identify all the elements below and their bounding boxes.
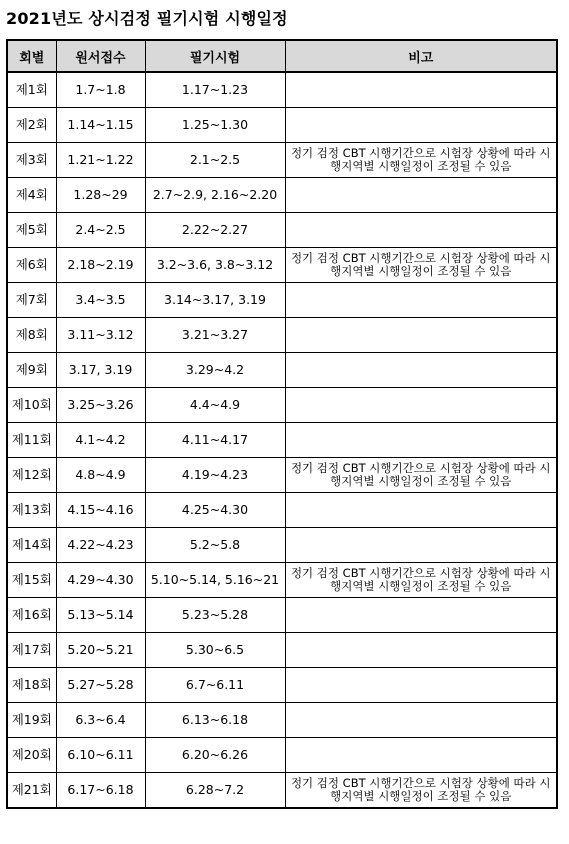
remarks-cell — [285, 388, 557, 423]
table-row — [7, 72, 557, 108]
remarks-cell — [285, 178, 557, 213]
remarks-cell — [285, 668, 557, 703]
table-row — [7, 738, 557, 773]
round-cell: 제18회 — [7, 668, 56, 703]
remarks-cell — [285, 703, 557, 738]
round-cell: 제11회 — [7, 423, 56, 458]
table-row — [7, 108, 557, 143]
application-period-cell: 4.8~4.9 — [56, 458, 145, 493]
application-period-cell: 6.3~6.4 — [56, 703, 145, 738]
table-row — [7, 143, 557, 178]
table-header-row — [7, 40, 557, 72]
remarks-cell: 정기 검정 CBT 시행기간으로 시험장 상황에 따라 시행지역별 시행일정이 조정될 수 있음 — [285, 458, 557, 493]
round-cell: 제10회 — [7, 388, 56, 423]
table-row — [7, 528, 557, 563]
exam-period-cell: 3.21~3.27 — [145, 318, 285, 353]
exam-period-cell: 2.22~2.27 — [145, 213, 285, 248]
remarks-cell: 정기 검정 CBT 시행기간으로 시험장 상황에 따라 시행지역별 시행일정이 조정될 수 있음 — [285, 773, 557, 809]
round-cell: 제1회 — [7, 72, 56, 108]
exam-period-cell: 4.25~4.30 — [145, 493, 285, 528]
remarks-cell — [285, 633, 557, 668]
schedule-table — [6, 39, 558, 809]
round-cell: 제3회 — [7, 143, 56, 178]
page-title: 2021년도 상시검정 필기시험 시행일정 — [6, 9, 288, 28]
header-application: 원서접수 — [56, 40, 145, 72]
header-remarks: 비고 — [285, 40, 557, 72]
exam-period-cell: 4.11~4.17 — [145, 423, 285, 458]
table-row — [7, 318, 557, 353]
table-row — [7, 248, 557, 283]
table-row — [7, 563, 557, 598]
header-round: 회별 — [7, 40, 56, 72]
table-row — [7, 213, 557, 248]
round-cell: 제20회 — [7, 738, 56, 773]
round-cell: 제16회 — [7, 598, 56, 633]
header-written-exam: 필기시험 — [145, 40, 285, 72]
round-cell: 제9회 — [7, 353, 56, 388]
round-cell: 제15회 — [7, 563, 56, 598]
exam-period-cell: 5.23~5.28 — [145, 598, 285, 633]
table-row — [7, 388, 557, 423]
round-cell: 제5회 — [7, 213, 56, 248]
round-cell: 제8회 — [7, 318, 56, 353]
exam-period-cell: 5.30~6.5 — [145, 633, 285, 668]
round-cell: 제2회 — [7, 108, 56, 143]
remarks-cell: 정기 검정 CBT 시행기간으로 시험장 상황에 따라 시행지역별 시행일정이 조정될 수 있음 — [285, 563, 557, 598]
exam-period-cell: 5.2~5.8 — [145, 528, 285, 563]
remarks-cell — [285, 318, 557, 353]
application-period-cell: 2.18~2.19 — [56, 248, 145, 283]
round-cell: 제12회 — [7, 458, 56, 493]
application-period-cell: 4.15~4.16 — [56, 493, 145, 528]
table-row — [7, 283, 557, 318]
application-period-cell: 5.27~5.28 — [56, 668, 145, 703]
remarks-cell — [285, 738, 557, 773]
remarks-cell — [285, 598, 557, 633]
application-period-cell: 3.25~3.26 — [56, 388, 145, 423]
exam-period-cell: 6.28~7.2 — [145, 773, 285, 809]
round-cell: 제19회 — [7, 703, 56, 738]
exam-period-cell: 6.7~6.11 — [145, 668, 285, 703]
table-body — [7, 72, 557, 808]
remarks-cell — [285, 283, 557, 318]
table-row — [7, 178, 557, 213]
round-cell: 제4회 — [7, 178, 56, 213]
exam-period-cell: 5.10~5.14, 5.16~21 — [145, 563, 285, 598]
application-period-cell: 1.21~1.22 — [56, 143, 145, 178]
application-period-cell: 4.22~4.23 — [56, 528, 145, 563]
exam-period-cell: 1.17~1.23 — [145, 72, 285, 108]
application-period-cell: 1.7~1.8 — [56, 72, 145, 108]
application-period-cell: 5.20~5.21 — [56, 633, 145, 668]
remarks-cell — [285, 493, 557, 528]
exam-period-cell: 4.19~4.23 — [145, 458, 285, 493]
table-row — [7, 703, 557, 738]
exam-period-cell: 6.20~6.26 — [145, 738, 285, 773]
table-row — [7, 458, 557, 493]
remarks-cell — [285, 72, 557, 108]
round-cell: 제6회 — [7, 248, 56, 283]
round-cell: 제17회 — [7, 633, 56, 668]
remarks-cell — [285, 108, 557, 143]
round-cell: 제13회 — [7, 493, 56, 528]
table-row — [7, 493, 557, 528]
table-row — [7, 353, 557, 388]
table-row — [7, 773, 557, 809]
remarks-cell: 정기 검정 CBT 시행기간으로 시험장 상황에 따라 시행지역별 시행일정이 조정될 수 있음 — [285, 248, 557, 283]
application-period-cell: 1.14~1.15 — [56, 108, 145, 143]
application-period-cell: 6.10~6.11 — [56, 738, 145, 773]
round-cell: 제21회 — [7, 773, 56, 809]
application-period-cell: 3.11~3.12 — [56, 318, 145, 353]
application-period-cell: 4.1~4.2 — [56, 423, 145, 458]
exam-period-cell: 1.25~1.30 — [145, 108, 285, 143]
table-row — [7, 423, 557, 458]
exam-period-cell: 2.7~2.9, 2.16~2.20 — [145, 178, 285, 213]
remarks-cell — [285, 213, 557, 248]
table-row — [7, 668, 557, 703]
application-period-cell: 3.4~3.5 — [56, 283, 145, 318]
round-cell: 제7회 — [7, 283, 56, 318]
remarks-cell: 정기 검정 CBT 시행기간으로 시험장 상황에 따라 시행지역별 시행일정이 조정될 수 있음 — [285, 143, 557, 178]
application-period-cell: 4.29~4.30 — [56, 563, 145, 598]
remarks-cell — [285, 528, 557, 563]
application-period-cell: 6.17~6.18 — [56, 773, 145, 809]
application-period-cell: 1.28~29 — [56, 178, 145, 213]
table-row — [7, 598, 557, 633]
application-period-cell: 3.17, 3.19 — [56, 353, 145, 388]
exam-period-cell: 6.13~6.18 — [145, 703, 285, 738]
remarks-cell — [285, 353, 557, 388]
exam-period-cell: 3.2~3.6, 3.8~3.12 — [145, 248, 285, 283]
application-period-cell: 2.4~2.5 — [56, 213, 145, 248]
remarks-cell — [285, 423, 557, 458]
table-row — [7, 633, 557, 668]
exam-period-cell: 3.14~3.17, 3.19 — [145, 283, 285, 318]
round-cell: 제14회 — [7, 528, 56, 563]
application-period-cell: 5.13~5.14 — [56, 598, 145, 633]
exam-period-cell: 2.1~2.5 — [145, 143, 285, 178]
exam-period-cell: 4.4~4.9 — [145, 388, 285, 423]
exam-period-cell: 3.29~4.2 — [145, 353, 285, 388]
